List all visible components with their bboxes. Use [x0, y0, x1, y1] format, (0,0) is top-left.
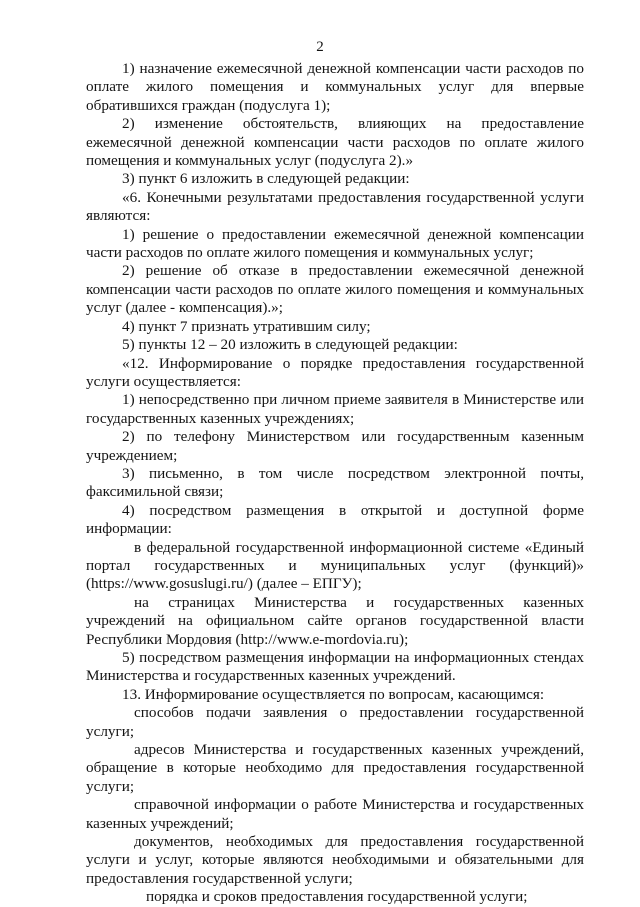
- paragraph-info-stands: 5) посредством размещения информации на информационных стендах Министерства и государственных казенных учреждений.: [86, 649, 584, 685]
- paragraph-subservice-1: 1) назначение ежемесячной денежной компенсации части расходов по оплате жилого помещения и коммунальных услуг для впервые обратившихся граждан (подуслуга 1);: [86, 60, 584, 114]
- paragraph-topic-addresses: адресов Министерства и государственных казенных учреждений, обращение в которые необходимо для предоставления государственной услуги;: [86, 741, 584, 795]
- page-number: 2: [316, 39, 324, 55]
- paragraph-result-1: 1) решение о предоставлении ежемесячной денежной компенсации части расходов по оплате жилого помещения и коммунальных услуг;: [86, 225, 584, 262]
- paragraph-item-3: 3) пункт 6 изложить в следующей редакции:: [122, 170, 410, 188]
- paragraph-clause-12: «12. Информирование о порядке предоставления государственной услуги осуществляется:: [86, 354, 584, 390]
- paragraph-info-public: 4) посредством размещения в открытой и доступной форме информации:: [86, 501, 584, 538]
- paragraph-info-phone: 2) по телефону Министерством или государственным казенным учреждением;: [86, 428, 584, 464]
- paragraph-topic-application-methods: способов подачи заявления о предоставлении государственной услуги;: [86, 704, 584, 740]
- paragraph-result-2: 2) решение об отказе в предоставлении ежемесячной денежной компенсации части расходов по оплате жилого помещения и коммунальных услуг (далее - компенсация).»;: [86, 262, 584, 317]
- paragraph-clause-6: «6. Конечными результатами предоставления государственной услуги являются:: [86, 188, 584, 225]
- paragraph-topic-procedure-terms: порядка и сроков предоставления государственной услуги;: [146, 888, 528, 906]
- paragraph-subservice-2: 2) изменение обстоятельств, влияющих на предоставление ежемесячной денежной компенсации части расходов по оплате жилого помещения и коммунальных услуг (подуслуга 2).»: [86, 115, 584, 170]
- paragraph-clause-13: 13. Информирование осуществляется по вопросам, касающимся:: [122, 685, 545, 703]
- paragraph-info-epgu: в федеральной государственной информационной системе «Единый портал государственных и муниципальных услуг (функций)» (https://www.gosuslugi.ru/) (далее – ЕПГУ);: [86, 538, 584, 593]
- document-body: [86, 60, 584, 907]
- paragraph-topic-documents: документов, необходимых для предоставления государственной услуги и услуг, которые являются необходимыми и обязательными для предоставления государственной услуги;: [86, 833, 584, 887]
- paragraph-topic-reference-info: справочной информации о работе Министерства и государственных казенных учреждений;: [86, 796, 584, 832]
- paragraph-info-in-person: 1) непосредственно при личном приеме заявителя в Министерстве или государственных казенных учреждениях;: [86, 391, 584, 427]
- paragraph-item-4: 4) пункт 7 признать утратившим силу;: [122, 317, 371, 335]
- paragraph-info-written: 3) письменно, в том числе посредством электронной почты, факсимильной связи;: [86, 464, 584, 501]
- paragraph-item-5: 5) пункты 12 – 20 изложить в следующей редакции:: [122, 336, 458, 354]
- paragraph-info-official-site: на страницах Министерства и государственных казенных учреждений на официальном сайте органов государственной власти Республики Мордовия (http://www.e-mordovia.ru);: [86, 593, 584, 648]
